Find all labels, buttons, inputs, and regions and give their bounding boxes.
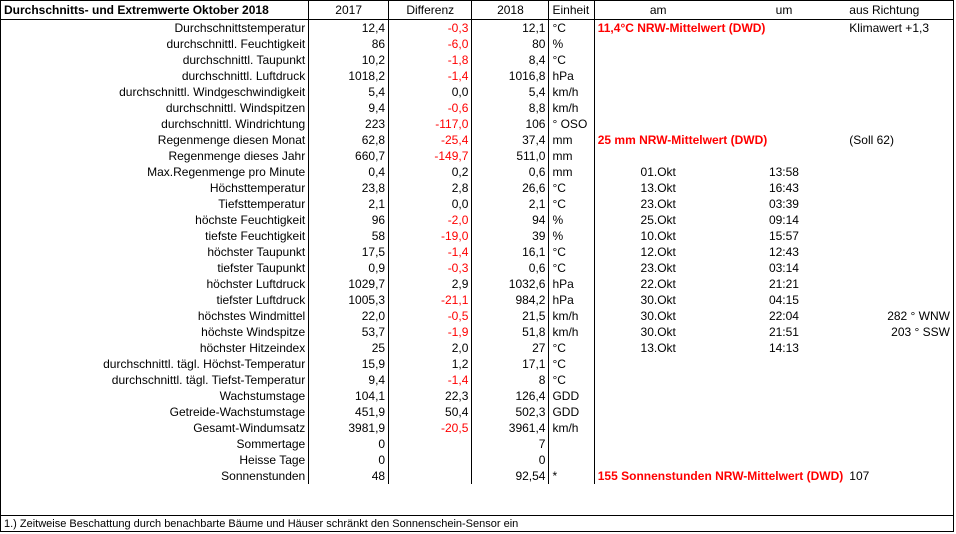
value-2017: 9,4 — [309, 372, 389, 388]
value-differenz: -6,0 — [389, 36, 472, 52]
value-2017: 58 — [309, 228, 389, 244]
value-2018: 51,8 — [472, 324, 549, 340]
value-um: 12:43 — [768, 245, 799, 259]
value-2017: 1029,7 — [309, 276, 389, 292]
value-am — [594, 84, 721, 100]
value-2017: 660,7 — [309, 148, 389, 164]
value-2018: 126,4 — [472, 388, 549, 404]
value-richtung — [846, 452, 953, 468]
value-einheit: °C — [552, 181, 566, 195]
value-um: 09:14 — [768, 213, 799, 227]
table-row — [1, 36, 953, 52]
value-um — [722, 68, 847, 84]
value-2018: 7 — [472, 436, 549, 452]
value-differenz: -19,0 — [389, 228, 472, 244]
value-2018: 1016,8 — [472, 68, 549, 84]
value-am — [594, 452, 721, 468]
table-row — [1, 228, 953, 244]
value-einheit: hPa — [552, 69, 574, 83]
value-2018: 21,5 — [472, 308, 549, 324]
value-differenz: -0,3 — [389, 260, 472, 276]
value-am — [594, 100, 721, 116]
row-label: durchschnittl. Taupunkt — [1, 52, 309, 68]
value-2018: 12,1 — [472, 20, 549, 37]
value-differenz: 2,0 — [389, 340, 472, 356]
value-differenz — [389, 452, 472, 468]
value-2018: 0,6 — [472, 164, 549, 180]
value-differenz: 1,2 — [389, 356, 472, 372]
value-einheit: °C — [552, 357, 566, 371]
value-einheit: % — [552, 213, 564, 227]
table-row — [1, 20, 953, 37]
nrw-note: 155 Sonnenstunden NRW-Mittelwert (DWD) — [594, 468, 846, 484]
value-differenz: 0,0 — [389, 196, 472, 212]
table-row — [1, 452, 953, 468]
value-differenz: 0,0 — [389, 84, 472, 100]
value-differenz: -117,0 — [389, 116, 472, 132]
value-richtung — [846, 196, 953, 212]
value-differenz: -2,0 — [389, 212, 472, 228]
value-differenz: -1,8 — [389, 52, 472, 68]
value-2018: 17,1 — [472, 356, 549, 372]
table-row — [1, 356, 953, 372]
row-label: durchschnittl. tägl. Tiefst-Temperatur — [1, 372, 309, 388]
header-am: am — [594, 1, 721, 20]
row-label: tiefster Taupunkt — [1, 260, 309, 276]
note-extra: Klimawert +1,3 — [849, 21, 929, 35]
table-row — [1, 436, 953, 452]
value-einheit: % — [552, 229, 564, 243]
value-2017: 48 — [309, 468, 389, 484]
value-um: 21:51 — [768, 325, 799, 339]
value-2017: 1018,2 — [309, 68, 389, 84]
value-2018: 0,6 — [472, 260, 549, 276]
table-row — [1, 116, 953, 132]
header-um: um — [722, 1, 847, 20]
table-row — [1, 84, 953, 100]
header-2017: 2017 — [309, 1, 389, 20]
value-2018: 502,3 — [472, 404, 549, 420]
value-2018: 984,2 — [472, 292, 549, 308]
note-extra: 107 — [849, 469, 870, 483]
header-einheit: Einheit — [549, 1, 594, 20]
row-label: Max.Regenmenge pro Minute — [1, 164, 309, 180]
value-einheit: °C — [552, 341, 566, 355]
value-um — [722, 404, 847, 420]
value-2017: 62,8 — [309, 132, 389, 148]
row-label: höchster Taupunkt — [1, 244, 309, 260]
value-2017: 0 — [309, 452, 389, 468]
value-2017: 0,4 — [309, 164, 389, 180]
row-label: durchschnittl. Windgeschwindigkeit — [1, 84, 309, 100]
value-um: 15:57 — [768, 229, 799, 243]
value-am — [594, 36, 721, 52]
value-um — [722, 148, 847, 164]
value-richtung: 282 ° WNW — [887, 309, 950, 323]
footnote: 1.) Zeitweise Beschattung durch benachbarte Bäume und Häuser schränkt den Sonnenschein-Sensor ein — [1, 515, 953, 532]
value-2018: 39 — [472, 228, 549, 244]
table-row — [1, 132, 953, 148]
value-am — [594, 388, 721, 404]
value-2017: 0,9 — [309, 260, 389, 276]
value-am — [594, 436, 721, 452]
value-um — [722, 100, 847, 116]
header-richtung: aus Richtung — [846, 1, 953, 20]
value-2017: 25 — [309, 340, 389, 356]
value-2018: 80 — [472, 36, 549, 52]
value-um: 03:14 — [768, 261, 799, 275]
value-richtung — [846, 180, 953, 196]
value-2018: 1032,6 — [472, 276, 549, 292]
value-2018: 2,1 — [472, 196, 549, 212]
row-label: Sommertage — [1, 436, 309, 452]
value-um: 13:58 — [768, 165, 799, 179]
row-label: Höchsttemperatur — [1, 180, 309, 196]
value-richtung — [846, 420, 953, 436]
value-einheit: °C — [552, 373, 566, 387]
value-differenz: 0,2 — [389, 164, 472, 180]
value-2017: 17,5 — [309, 244, 389, 260]
value-einheit: °C — [552, 197, 566, 211]
table-row — [1, 148, 953, 164]
value-richtung — [846, 164, 953, 180]
table-row — [1, 372, 953, 388]
value-einheit: hPa — [552, 277, 574, 291]
row-label: durchschnittl. Windspitzen — [1, 100, 309, 116]
value-am: 30.Okt — [594, 324, 721, 340]
value-differenz: -149,7 — [389, 148, 472, 164]
value-am: 13.Okt — [594, 340, 721, 356]
value-2017: 12,4 — [309, 20, 389, 37]
value-am — [594, 404, 721, 420]
value-richtung — [846, 228, 953, 244]
row-label: Regenmenge diesen Monat — [1, 132, 309, 148]
value-am: 01.Okt — [594, 164, 721, 180]
value-differenz — [389, 436, 472, 452]
value-richtung — [846, 148, 953, 164]
row-label: Wachstumstage — [1, 388, 309, 404]
value-2018: 3961,4 — [472, 420, 549, 436]
value-am: 22.Okt — [594, 276, 721, 292]
value-um — [722, 436, 847, 452]
value-einheit: hPa — [552, 293, 574, 307]
value-2017: 53,7 — [309, 324, 389, 340]
row-label: durchschnittl. Windrichtung — [1, 116, 309, 132]
value-um — [722, 52, 847, 68]
value-richtung — [846, 388, 953, 404]
value-2018: 94 — [472, 212, 549, 228]
value-um: 22:04 — [768, 309, 799, 323]
row-label: durchschnittl. tägl. Höchst-Temperatur — [1, 356, 309, 372]
value-am: 25.Okt — [594, 212, 721, 228]
value-2017: 2,1 — [309, 196, 389, 212]
table-row — [1, 404, 953, 420]
table-row — [1, 244, 953, 260]
table-row — [1, 52, 953, 68]
value-richtung — [846, 116, 953, 132]
value-2018: 37,4 — [472, 132, 549, 148]
table-row — [1, 340, 953, 356]
value-um — [722, 388, 847, 404]
value-einheit: km/h — [552, 421, 579, 435]
value-am: 23.Okt — [594, 196, 721, 212]
table-row — [1, 164, 953, 180]
value-2017: 23,8 — [309, 180, 389, 196]
table-row — [1, 420, 953, 436]
value-richtung: 203 ° SSW — [891, 325, 950, 339]
value-2017: 0 — [309, 436, 389, 452]
value-differenz: -0,5 — [389, 308, 472, 324]
header-differenz: Differenz — [389, 1, 472, 20]
value-richtung — [846, 212, 953, 228]
value-am — [594, 52, 721, 68]
value-einheit: °C — [552, 245, 566, 259]
row-label: Regenmenge dieses Jahr — [1, 148, 309, 164]
value-differenz: -1,4 — [389, 372, 472, 388]
value-einheit: mm — [552, 165, 573, 179]
value-um — [722, 356, 847, 372]
value-am — [594, 420, 721, 436]
value-am — [594, 372, 721, 388]
value-differenz: -1,4 — [389, 244, 472, 260]
table-row — [1, 196, 953, 212]
value-2017: 451,9 — [309, 404, 389, 420]
value-differenz: -20,5 — [389, 420, 472, 436]
value-am — [594, 116, 721, 132]
row-label: tiefste Feuchtigkeit — [1, 228, 309, 244]
weather-stats-table — [1, 1, 953, 484]
value-differenz: -1,9 — [389, 324, 472, 340]
value-am: 10.Okt — [594, 228, 721, 244]
value-2018: 0 — [472, 452, 549, 468]
value-2017: 9,4 — [309, 100, 389, 116]
table-row — [1, 276, 953, 292]
value-richtung — [846, 52, 953, 68]
table-row — [1, 292, 953, 308]
row-label: Sonnenstunden — [1, 468, 309, 484]
row-label: Tiefsttemperatur — [1, 196, 309, 212]
value-einheit: ° OSO — [552, 117, 588, 131]
table-row — [1, 324, 953, 340]
value-2018: 26,6 — [472, 180, 549, 196]
value-richtung — [846, 68, 953, 84]
value-einheit: * — [552, 469, 558, 483]
value-differenz — [389, 468, 472, 484]
value-differenz: -21,1 — [389, 292, 472, 308]
table-title: Durchschnitts- und Extremwerte Oktober 2018 — [1, 1, 309, 20]
value-differenz: -0,6 — [389, 100, 472, 116]
value-2018: 27 — [472, 340, 549, 356]
row-label: Durchschnittstemperatur — [1, 20, 309, 37]
value-einheit — [549, 436, 594, 452]
value-einheit: GDD — [552, 389, 580, 403]
value-um — [722, 84, 847, 100]
table-row — [1, 308, 953, 324]
value-2017: 1005,3 — [309, 292, 389, 308]
value-richtung — [846, 36, 953, 52]
value-differenz: 2,8 — [389, 180, 472, 196]
value-2018: 92,54 — [472, 468, 549, 484]
row-label: durchschnittl. Luftdruck — [1, 68, 309, 84]
value-richtung — [846, 292, 953, 308]
row-label: Getreide-Wachstumstage — [1, 404, 309, 420]
value-einheit: °C — [552, 53, 566, 67]
value-2018: 16,1 — [472, 244, 549, 260]
value-um — [722, 372, 847, 388]
table-row — [1, 212, 953, 228]
value-am: 23.Okt — [594, 260, 721, 276]
value-einheit — [549, 452, 594, 468]
value-am — [594, 148, 721, 164]
value-einheit: mm — [552, 133, 573, 147]
value-differenz: -25,4 — [389, 132, 472, 148]
value-2017: 22,0 — [309, 308, 389, 324]
value-richtung — [846, 372, 953, 388]
value-am: 30.Okt — [594, 292, 721, 308]
value-richtung — [846, 356, 953, 372]
value-einheit: mm — [552, 149, 573, 163]
table-row — [1, 68, 953, 84]
value-richtung — [846, 244, 953, 260]
row-label: höchste Windspitze — [1, 324, 309, 340]
value-2017: 10,2 — [309, 52, 389, 68]
value-2018: 8,4 — [472, 52, 549, 68]
value-um — [722, 36, 847, 52]
row-label: tiefster Luftdruck — [1, 292, 309, 308]
value-am: 12.Okt — [594, 244, 721, 260]
value-einheit: °C — [552, 261, 566, 275]
table-row — [1, 100, 953, 116]
value-differenz: 22,3 — [389, 388, 472, 404]
value-differenz: 50,4 — [389, 404, 472, 420]
value-richtung — [846, 276, 953, 292]
value-2017: 3981,9 — [309, 420, 389, 436]
header-2018: 2018 — [472, 1, 549, 20]
value-am: 13.Okt — [594, 180, 721, 196]
value-einheit: km/h — [552, 309, 579, 323]
value-2018: 5,4 — [472, 84, 549, 100]
value-einheit: °C — [552, 21, 566, 35]
value-um: 21:21 — [768, 277, 799, 291]
nrw-note: 11,4°C NRW-Mittelwert (DWD) — [594, 20, 846, 37]
value-2018: 8 — [472, 372, 549, 388]
row-label: höchster Hitzeindex — [1, 340, 309, 356]
value-2018: 106 — [472, 116, 549, 132]
value-am — [594, 68, 721, 84]
value-2017: 86 — [309, 36, 389, 52]
value-richtung — [846, 436, 953, 452]
row-label: durchschnittl. Feuchtigkeit — [1, 36, 309, 52]
value-um — [722, 452, 847, 468]
value-richtung — [846, 100, 953, 116]
value-differenz: 2,9 — [389, 276, 472, 292]
row-label: Heisse Tage — [1, 452, 309, 468]
table-row — [1, 468, 953, 484]
value-um: 04:15 — [768, 293, 799, 307]
value-differenz: -1,4 — [389, 68, 472, 84]
table-row — [1, 180, 953, 196]
table-row — [1, 260, 953, 276]
table-row — [1, 388, 953, 404]
value-2018: 511,0 — [472, 148, 549, 164]
value-2017: 104,1 — [309, 388, 389, 404]
value-um: 03:39 — [768, 197, 799, 211]
value-um: 16:43 — [768, 181, 799, 195]
value-richtung — [846, 404, 953, 420]
row-label: höchster Luftdruck — [1, 276, 309, 292]
row-label: höchstes Windmittel — [1, 308, 309, 324]
value-um: 14:13 — [768, 341, 799, 355]
value-2018: 8,8 — [472, 100, 549, 116]
note-extra: (Soll 62) — [849, 133, 894, 147]
value-einheit: GDD — [552, 405, 580, 419]
value-2017: 5,4 — [309, 84, 389, 100]
value-richtung — [846, 260, 953, 276]
value-einheit: % — [552, 37, 564, 51]
value-einheit: km/h — [552, 325, 579, 339]
value-2017: 15,9 — [309, 356, 389, 372]
value-2017: 96 — [309, 212, 389, 228]
value-einheit: km/h — [552, 101, 579, 115]
nrw-note: 25 mm NRW-Mittelwert (DWD) — [594, 132, 846, 148]
row-label: höchste Feuchtigkeit — [1, 212, 309, 228]
value-um — [722, 116, 847, 132]
value-richtung — [846, 340, 953, 356]
row-label: Gesamt-Windumsatz — [1, 420, 309, 436]
value-differenz: -0,3 — [389, 20, 472, 37]
value-2017: 223 — [309, 116, 389, 132]
value-um — [722, 420, 847, 436]
value-am: 30.Okt — [594, 308, 721, 324]
value-einheit: km/h — [552, 85, 579, 99]
value-richtung — [846, 84, 953, 100]
value-am — [594, 356, 721, 372]
